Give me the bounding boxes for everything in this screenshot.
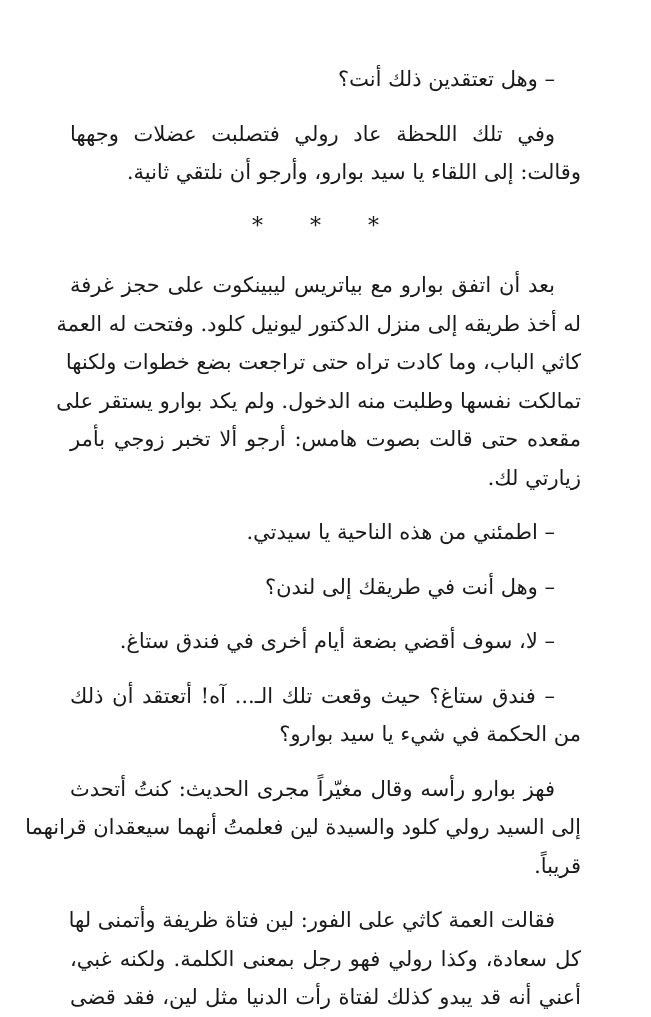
paragraph-london	[70, 568, 581, 607]
text-line: فهز بوارو رأسه وقال مغيّراً مجرى الحديث: كنتُ أتحدث	[70, 776, 555, 801]
book-page	[25, 60, 581, 1009]
text-line: – اطمئني من هذه الناحية يا سيدتي.	[246, 520, 555, 544]
paragraph-reassure	[70, 513, 581, 552]
text-line: قريباً.	[534, 853, 581, 878]
paragraph-stag-question	[70, 677, 581, 754]
text-line: فقالت العمة كاثي على الفور: لين فتاة ظريفة وأتمنى لها	[68, 908, 555, 932]
text-line: – لا، سوف أقضي بضعة أيام أخرى في فندق ستاغ.	[119, 629, 555, 653]
text-line: زيارتي لك.	[487, 465, 581, 490]
text-line: – وهل أنت في طريقك إلى لندن؟	[264, 574, 555, 599]
text-line: أعني أنه قد يبدو كذلك لفتاة رأت الدنيا مثل لين، فقد قضى	[70, 985, 581, 1009]
text-line: – وهل تعتقدين ذلك أنت؟	[337, 67, 555, 91]
paragraph-aunt-reply	[70, 901, 581, 1017]
paragraph-visit-aunt-kathie	[56, 266, 581, 497]
text-line: إلى السيد رولي كلود والسيدة لين فعلمتُ أنهما سيعقدان قرانهما	[25, 815, 581, 839]
paragraph-stag-hotel	[70, 622, 581, 661]
paragraph-question	[70, 60, 581, 99]
text-line: كاثي الباب، وما كادت تراه حتى تراجعت بضع خطوات ولكنها	[65, 350, 581, 374]
text-line: وفي تلك اللحظة عاد رولي فتصلبت عضلات وجهها	[70, 121, 555, 146]
text-line: مقعده حتى قالت بصوت هامس: أرجو ألا تخبر زوجي بأمر	[70, 427, 581, 451]
text-line: بعد أن اتفق بوارو مع بياتريس ليبينكوت على حجز غرفة	[70, 273, 555, 297]
section-separator: * * *	[252, 213, 399, 239]
text-line: من الحكمة في شيء يا سيد بوارو؟	[279, 722, 581, 746]
text-line: كل سعادة، وكذا رولي فهو رجل بمعنى الكلمة. ولكنه غبي،	[70, 946, 581, 971]
paragraph-rowley-returns	[70, 115, 581, 192]
paragraph-engagement	[25, 770, 581, 886]
text-line: – فندق ستاغ؟ حيث وقعت تلك الـ... آه! أتعتقد أن ذلك	[70, 683, 555, 708]
text-line: تمالكت نفسها وطلبت منه الدخول. ولم يكد بوارو يستقر على	[56, 388, 581, 413]
text-line: له أخذ طريقه إلى منزل الدكتور ليونيل كلود. وفتحت له العمة	[56, 311, 581, 336]
text-line: وقالت: إلى اللقاء يا سيد بوارو، وأرجو أن نلتقي ثانية.	[126, 160, 581, 184]
